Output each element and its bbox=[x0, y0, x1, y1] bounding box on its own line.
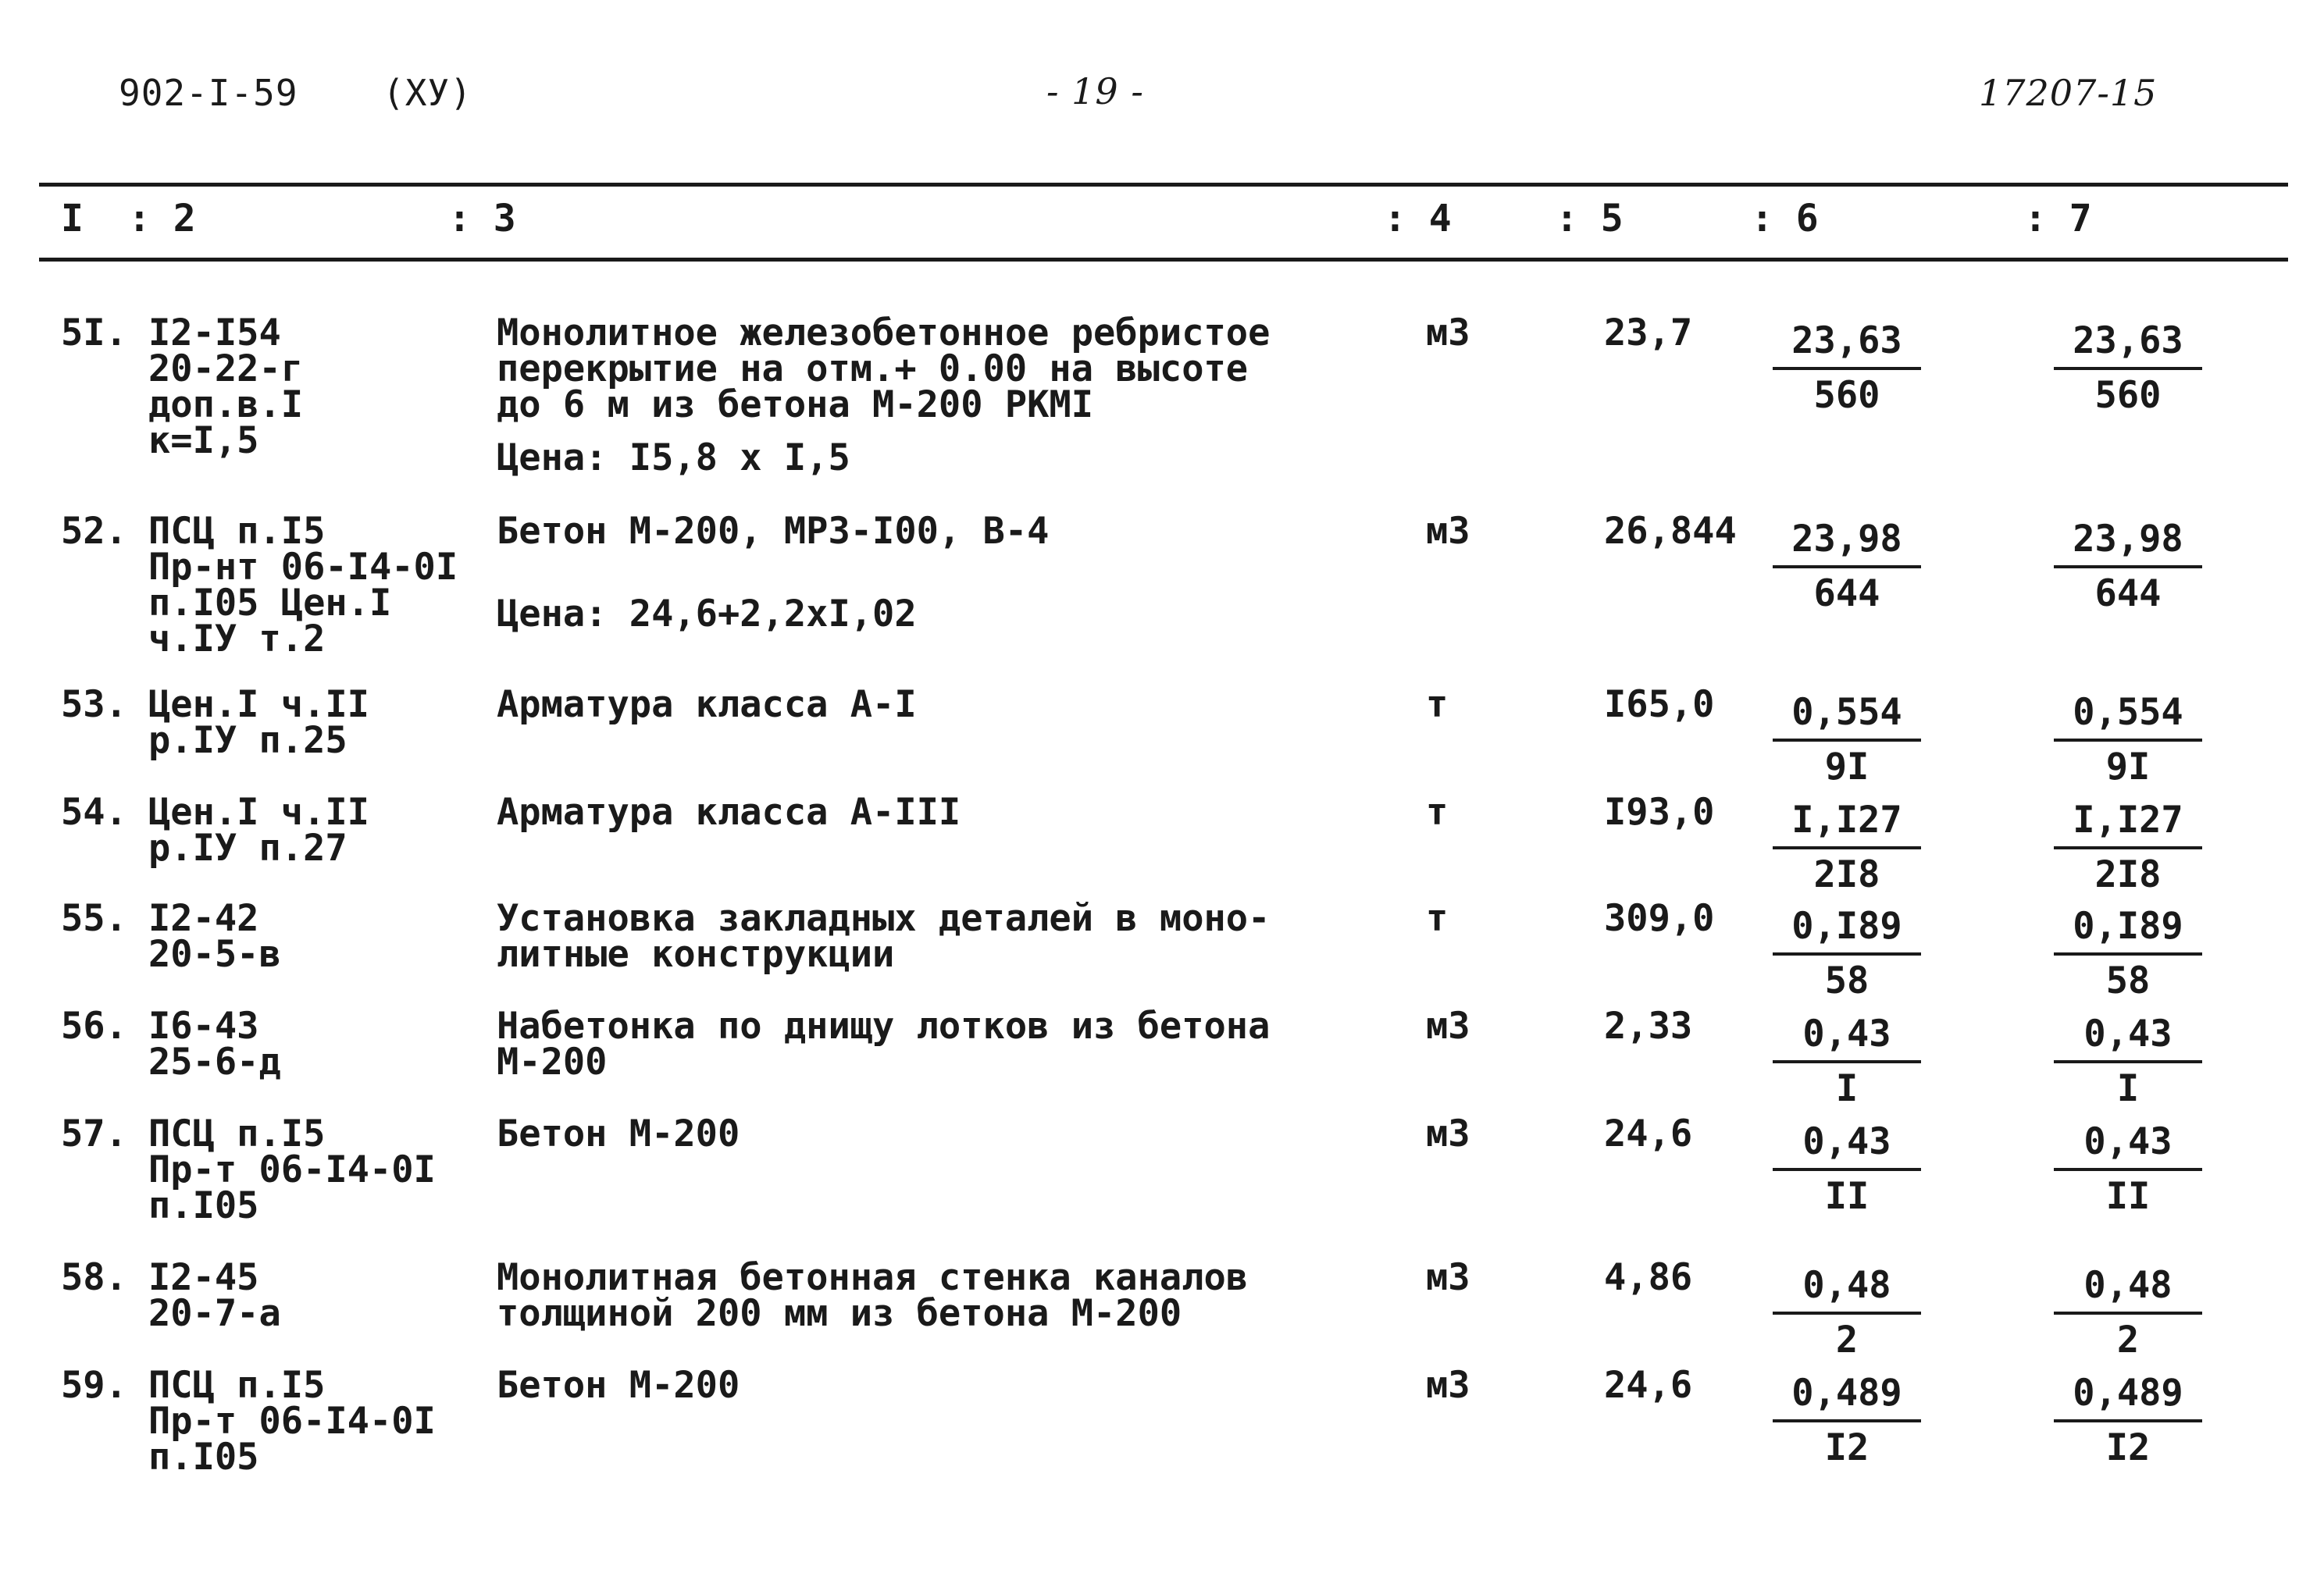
row-code: Цен.I ч.II р.IУ п.25 bbox=[148, 683, 369, 762]
row-col6-fraction bbox=[1773, 1260, 1921, 1366]
col7-denominator: 2 bbox=[2116, 1319, 2140, 1362]
header-rule bbox=[39, 258, 2288, 262]
inventory-number: 17207-15 bbox=[1979, 72, 2158, 114]
row-quantity: 4,86 bbox=[1604, 1256, 1693, 1299]
column-header-4: : 4 bbox=[1384, 197, 1452, 240]
row-unit: т bbox=[1426, 791, 1449, 834]
row-description: Набетонка по днищу лотков из бетона М-200 bbox=[497, 1005, 1271, 1084]
col6-numerator: I,I27 bbox=[1773, 795, 1921, 849]
column-header-1: I bbox=[61, 197, 84, 240]
row-quantity: I65,0 bbox=[1604, 683, 1715, 726]
col6-numerator: 0,48 bbox=[1773, 1260, 1921, 1315]
row-unit: м3 bbox=[1426, 1256, 1470, 1299]
row-quantity: 24,6 bbox=[1604, 1364, 1693, 1407]
col7-numerator: 0,489 bbox=[2054, 1368, 2202, 1422]
col7-denominator: 58 bbox=[2105, 959, 2151, 1002]
row-col7-fraction bbox=[2054, 315, 2202, 422]
row-unit: т bbox=[1426, 683, 1449, 726]
volume-number: (XУ) bbox=[383, 72, 472, 114]
row-code: I2-I54 20-22-г доп.в.I к=I,5 bbox=[148, 311, 304, 462]
row-col6-fraction bbox=[1773, 795, 1921, 901]
col6-denominator: 644 bbox=[1813, 572, 1880, 615]
row-price-formula: Цена: I5,8 х I,5 bbox=[497, 436, 850, 479]
row-description: Бетон М-200 bbox=[497, 1364, 740, 1407]
row-col7-fraction bbox=[2054, 795, 2202, 901]
row-number: 52. bbox=[61, 510, 127, 553]
col6-numerator: 23,63 bbox=[1773, 315, 1921, 370]
row-unit: м3 bbox=[1426, 1364, 1470, 1407]
row-quantity: 2,33 bbox=[1604, 1005, 1693, 1048]
col7-denominator: I bbox=[2116, 1067, 2140, 1110]
col7-numerator: I,I27 bbox=[2054, 795, 2202, 849]
row-col7-fraction bbox=[2054, 1116, 2202, 1223]
row-code: ПСЦ п.I5 Пр-т 06-I4-0I п.I05 bbox=[148, 1112, 436, 1227]
col7-numerator: 0,43 bbox=[2054, 1116, 2202, 1171]
col7-numerator: 23,98 bbox=[2054, 514, 2202, 568]
row-description bbox=[497, 311, 1271, 479]
row-code: I2-42 20-5-в bbox=[148, 897, 281, 976]
column-header-5: : 5 bbox=[1556, 197, 1624, 240]
document-code: 902-I-59 bbox=[119, 72, 298, 114]
column-header-7: : 7 bbox=[2024, 197, 2092, 240]
row-number: 55. bbox=[61, 897, 127, 940]
row-price-formula: Цена: 24,6+2,2хI,02 bbox=[497, 593, 917, 635]
top-rule bbox=[39, 183, 2288, 187]
row-quantity: 309,0 bbox=[1604, 897, 1715, 940]
col6-numerator: 0,43 bbox=[1773, 1009, 1921, 1063]
col6-numerator: 0,43 bbox=[1773, 1116, 1921, 1171]
col7-denominator: 560 bbox=[2094, 374, 2162, 417]
row-number: 56. bbox=[61, 1005, 127, 1048]
row-code: I6-43 25-6-д bbox=[148, 1005, 281, 1084]
col7-denominator: 9I bbox=[2105, 746, 2151, 788]
row-col6-fraction bbox=[1773, 687, 1921, 793]
row-quantity: 24,6 bbox=[1604, 1112, 1693, 1155]
col6-numerator: 0,I89 bbox=[1773, 901, 1921, 956]
row-quantity: I93,0 bbox=[1604, 791, 1715, 834]
row-col6-fraction bbox=[1773, 901, 1921, 1007]
row-unit: м3 bbox=[1426, 1005, 1470, 1048]
row-unit: м3 bbox=[1426, 510, 1470, 553]
col7-denominator: 644 bbox=[2094, 572, 2162, 615]
col7-numerator: 23,63 bbox=[2054, 315, 2202, 370]
row-col6-fraction bbox=[1773, 1116, 1921, 1223]
col7-denominator: I2 bbox=[2105, 1426, 2151, 1469]
row-col7-fraction bbox=[2054, 1009, 2202, 1115]
row-number: 53. bbox=[61, 683, 127, 726]
row-col7-fraction bbox=[2054, 1260, 2202, 1366]
row-number: 59. bbox=[61, 1364, 127, 1407]
col6-denominator: 2 bbox=[1835, 1319, 1859, 1362]
row-col7-fraction bbox=[2054, 514, 2202, 620]
row-col7-fraction bbox=[2054, 901, 2202, 1007]
row-description-text: Монолитное железобетонное ребристое перекрытие на отм.+ 0.00 на высоте до 6 м из бетона М-200 РКМI bbox=[497, 311, 1271, 426]
col6-numerator: 0,489 bbox=[1773, 1368, 1921, 1422]
row-code: I2-45 20-7-а bbox=[148, 1256, 281, 1335]
col6-denominator: I bbox=[1835, 1067, 1859, 1110]
col7-numerator: 0,48 bbox=[2054, 1260, 2202, 1315]
row-col7-fraction bbox=[2054, 687, 2202, 793]
col6-denominator: I2 bbox=[1824, 1426, 1870, 1469]
row-col6-fraction bbox=[1773, 1009, 1921, 1115]
col6-numerator: 23,98 bbox=[1773, 514, 1921, 568]
row-col6-fraction bbox=[1773, 1368, 1921, 1474]
row-col6-fraction bbox=[1773, 315, 1921, 422]
column-header-2: : 2 bbox=[128, 197, 196, 240]
col7-numerator: 0,554 bbox=[2054, 687, 2202, 742]
row-code: ПСЦ п.I5 Пр-т 06-I4-0I п.I05 bbox=[148, 1364, 436, 1479]
column-header-3: : 3 bbox=[448, 197, 516, 240]
col6-denominator: 2I8 bbox=[1813, 853, 1880, 896]
col6-denominator: 9I bbox=[1824, 746, 1870, 788]
page-number: - 19 - bbox=[1046, 70, 1144, 112]
row-description: Установка закладных деталей в моно- литные конструкции bbox=[497, 897, 1271, 976]
row-description: Арматура класса А-I bbox=[497, 683, 917, 726]
row-description-text: Бетон М-200, МРЗ-I00, В-4 bbox=[497, 510, 1050, 553]
col7-numerator: 0,I89 bbox=[2054, 901, 2202, 956]
col7-denominator: II bbox=[2105, 1175, 2151, 1218]
row-unit: м3 bbox=[1426, 1112, 1470, 1155]
row-description: Арматура класса А-III bbox=[497, 791, 961, 834]
col7-numerator: 0,43 bbox=[2054, 1009, 2202, 1063]
row-code: ПСЦ п.I5 Пр-нт 06-I4-0I п.I05 Цен.I ч.IУ т.2 bbox=[148, 510, 458, 660]
col6-numerator: 0,554 bbox=[1773, 687, 1921, 742]
row-col7-fraction bbox=[2054, 1368, 2202, 1474]
row-number: 58. bbox=[61, 1256, 127, 1299]
row-col6-fraction bbox=[1773, 514, 1921, 620]
col6-denominator: II bbox=[1824, 1175, 1870, 1218]
row-quantity: 26,844 bbox=[1604, 510, 1737, 553]
row-number: 54. bbox=[61, 791, 127, 834]
row-code: Цен.I ч.II р.IУ п.27 bbox=[148, 791, 369, 870]
col6-denominator: 58 bbox=[1824, 959, 1870, 1002]
col6-denominator: 560 bbox=[1813, 374, 1880, 417]
row-description bbox=[497, 510, 1050, 635]
row-number: 57. bbox=[61, 1112, 127, 1155]
row-unit: м3 bbox=[1426, 311, 1470, 354]
row-unit: т bbox=[1426, 897, 1449, 940]
row-description: Бетон М-200 bbox=[497, 1112, 740, 1155]
row-number: 5I. bbox=[61, 311, 127, 354]
row-quantity: 23,7 bbox=[1604, 311, 1693, 354]
col7-denominator: 2I8 bbox=[2094, 853, 2162, 896]
column-header-6: : 6 bbox=[1751, 197, 1819, 240]
row-description: Монолитная бетонная стенка каналов толщиной 200 мм из бетона М-200 bbox=[497, 1256, 1249, 1335]
